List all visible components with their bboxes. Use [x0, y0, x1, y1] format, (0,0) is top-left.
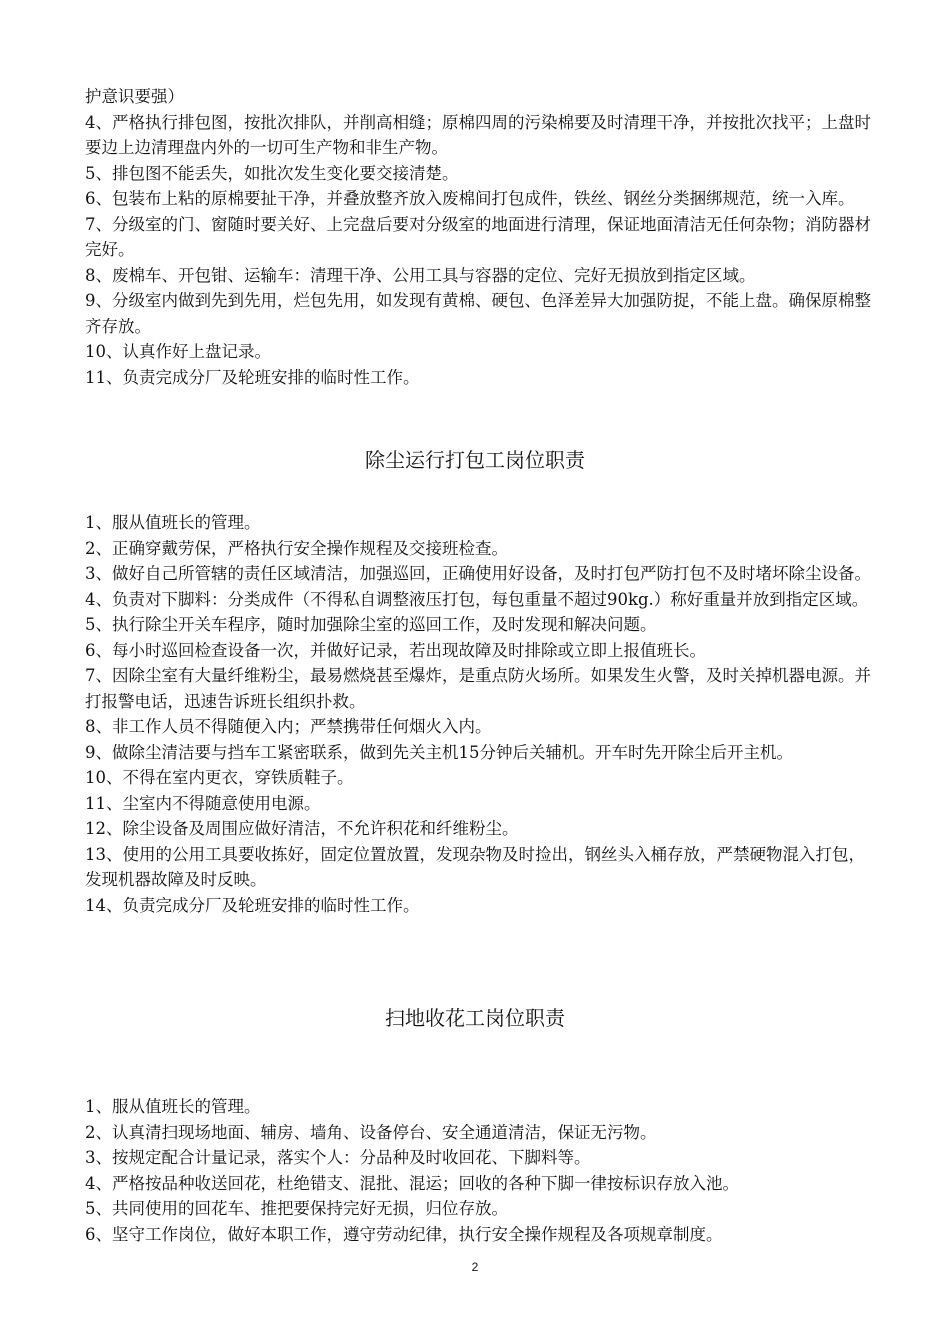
- list-item: 6、坚守工作岗位，做好本职工作，遵守劳动纪律，执行安全操作规程及各项规章制度。: [85, 1224, 723, 1244]
- section-1-body: [85, 84, 875, 390]
- list-item: 4、严格执行排包图，按批次排队，并削高相缝；原棉四周的污染棉要及时清理干净，并按批次找平；上盘时要边上边清理盘内外的一切可生产物和非生产物。: [85, 112, 871, 157]
- list-item: 8、非工作人员不得随便入内；严禁携带任何烟火入内。: [85, 717, 492, 736]
- list-item: 10、不得在室内更衣，穿铁质鞋子。: [85, 768, 354, 787]
- list-item: 2、正确穿戴劳保，严格执行安全操作规程及交接班检查。: [85, 538, 508, 558]
- list-item: 护意识要强）: [85, 87, 184, 106]
- section-2-body: [85, 510, 875, 918]
- list-item: 9、做除尘清洁要与挡车工紧密联系，做到先关主机15分钟后关辅机。开车时先开除尘后开主机。: [85, 742, 793, 762]
- section-3-body: [85, 1094, 875, 1247]
- list-item: 5、共同使用的回花车、推把要保持完好无损，归位存放。: [85, 1199, 508, 1218]
- list-item: 2、认真清扫现场地面、辅房、墙角、设备停台、安全通道清洁，保证无污物。: [85, 1122, 657, 1142]
- section-3-title: 扫地收花工岗位职责: [385, 1006, 565, 1030]
- list-item: 9、分级室内做到先到先用，烂包先用，如发现有黄棉、硬包、色泽差异大加强防捉，不能上盘。确保原棉整齐存放。: [85, 291, 871, 336]
- list-item: 12、除尘设备及周围应做好清洁，不允许积花和纤维粉尘。: [85, 819, 519, 838]
- list-item: 5、执行除尘开关车程序，随时加强除尘室的巡回工作，及时发现和解决问题。: [85, 615, 657, 634]
- list-item: 3、按规定配合计量记录，落实个人：分品种及时收回花、下脚料等。: [85, 1148, 591, 1167]
- list-item: 14、负责完成分厂及轮班安排的临时性工作。: [85, 895, 420, 915]
- list-item: 1、服从值班长的管理。: [85, 513, 261, 532]
- list-item: 6、每小时巡回检查设备一次，并做好记录，若出现故障及时排除或立即上报值班长。: [85, 640, 706, 660]
- list-item: 11、负责完成分厂及轮班安排的临时性工作。: [85, 367, 420, 387]
- list-item: 4、负责对下脚料：分类成件（不得私自调整液压打包，每包重量不超过90kg.）称好重量并放到指定区域。: [85, 589, 869, 609]
- list-item: 11、尘室内不得随意使用电源。: [85, 793, 321, 813]
- list-item: 3、做好自己所管辖的责任区域清洁，加强巡回，正确使用好设备，及时打包严防打包不及时堵坏除尘设备。: [85, 564, 871, 583]
- list-item: 1、服从值班长的管理。: [85, 1097, 261, 1116]
- list-item: 10、认真作好上盘记录。: [85, 342, 271, 361]
- list-item: 4、严格按品种收送回花，杜绝错支、混批、混运；回收的各种下脚一律按标识存放入池。: [85, 1173, 739, 1193]
- list-item: 8、废棉车、开包钳、运输车：清理干净、公用工具与容器的定位、完好无损放到指定区域。: [85, 265, 756, 285]
- list-item: 6、包装布上粘的原棉要扯干净，并叠放整齐放入废棉间打包成件，铁丝、钢丝分类捆绑规范，统一入库。: [85, 189, 855, 208]
- list-item: 7、因除尘室有大量纤维粉尘，最易燃烧甚至爆炸，是重点防火场所。如果发生火警，及时关掉机器电源。并打报警电话，迅速告诉班长组织扑救。: [85, 666, 871, 711]
- list-item: 7、分级室的门、窗随时要关好、上完盘后要对分级室的地面进行清理，保证地面清洁无任何杂物；消防器材完好。: [85, 214, 871, 259]
- list-item: 5、排包图不能丢失，如批次发生变化要交接清楚。: [85, 163, 459, 183]
- section-2-title: 除尘运行打包工岗位职责: [365, 448, 585, 472]
- list-item: 13、使用的公用工具要收拣好，固定位置放置，发现杂物及时捡出，钢丝头入桶存放，严禁硬物混入打包，发现机器故障及时反映。: [85, 844, 865, 889]
- page-number: 2: [471, 1260, 479, 1274]
